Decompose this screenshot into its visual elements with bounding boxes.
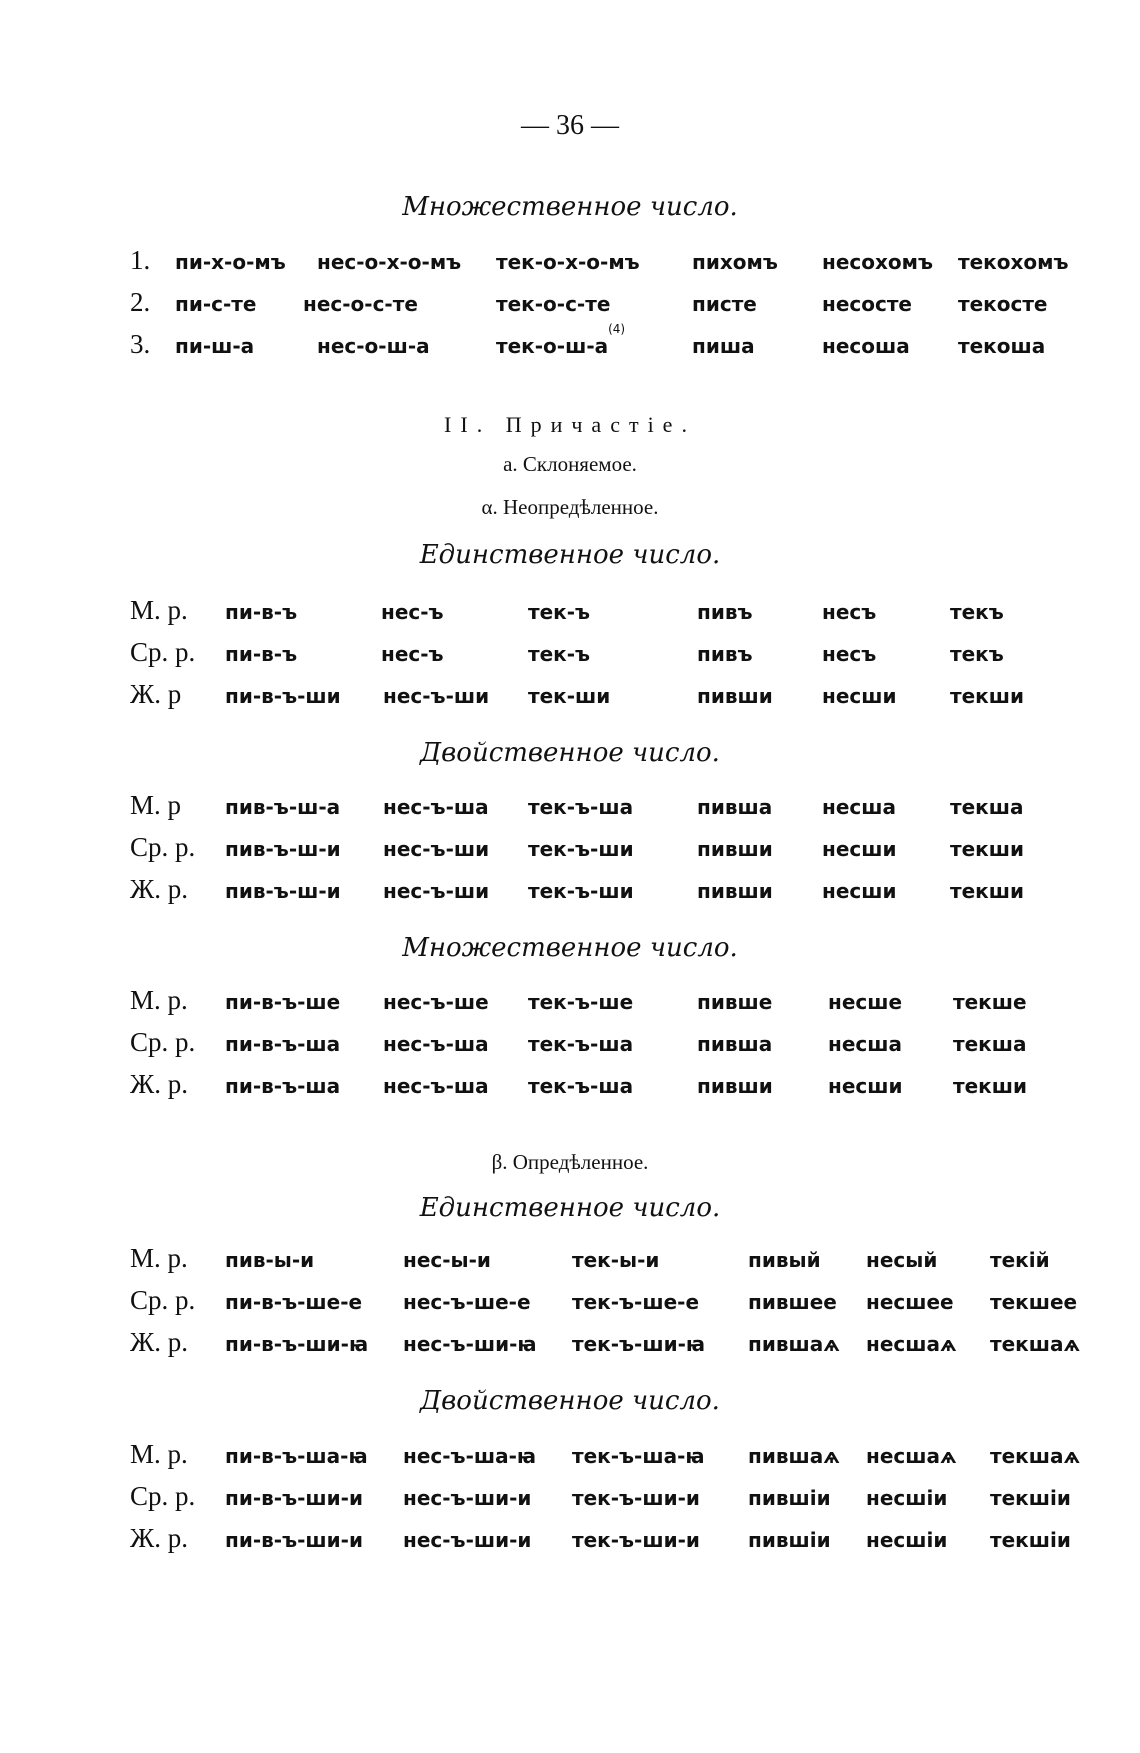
table-cell: [496, 322, 626, 358]
table-cell: нес-о-х-о-мъ: [317, 250, 462, 274]
table-cell: текшіи: [990, 1528, 1071, 1552]
row-label: Ж. р.: [130, 874, 188, 904]
table-cell: писте: [692, 292, 757, 316]
indef-singular-heading: Единственное число.: [419, 540, 721, 570]
table-row: [0, 790, 1140, 837]
table-cell: текшіи: [990, 1486, 1071, 1510]
table-cell: тек-ъ-ша: [528, 1032, 634, 1056]
table-cell: нес-ъ-ша: [383, 1074, 489, 1098]
table-cell: несши: [828, 1074, 903, 1098]
table-cell: пивши: [697, 1074, 773, 1098]
table-cell: текосте: [958, 292, 1048, 316]
table-cell: текши: [950, 684, 1024, 708]
table-cell: пи-в-ъ-ши-и: [225, 1486, 363, 1510]
table-cell: текши: [953, 1074, 1027, 1098]
table-cell: нес-о-ш-а: [317, 334, 430, 358]
table-cell: несъ: [822, 642, 877, 666]
table-cell: несохомъ: [822, 250, 933, 274]
table-cell: нес-ъ-ша: [383, 795, 489, 819]
table-cell: текшее: [990, 1290, 1078, 1314]
table-cell: пившіи: [748, 1486, 831, 1510]
table-cell: пив-ы-и: [225, 1248, 315, 1272]
table-cell: несшіи: [866, 1486, 948, 1510]
row-label: М. р.: [130, 985, 188, 1015]
table-row: [0, 1523, 1140, 1570]
footnote-marker: (4): [608, 322, 626, 336]
table-cell: тек-ъ-ше-е: [572, 1290, 700, 1314]
table-cell: несша: [822, 795, 896, 819]
table-row: [0, 1027, 1140, 1074]
table-cell: несоша: [822, 334, 910, 358]
subsection-title: а. Склоняемое.: [503, 452, 637, 476]
def-dual-table: [0, 1439, 1140, 1570]
table-cell: текоша: [958, 334, 1046, 358]
table-cell: пи-в-ъ-ши: [225, 684, 341, 708]
table-cell: тек-ъ: [528, 642, 591, 666]
table-cell: пи-в-ъ-ше-е: [225, 1290, 363, 1314]
def-singular-heading: Единственное число.: [419, 1193, 721, 1223]
table-cell: тек-ъ-ши: [528, 879, 634, 903]
table-cell: несосте: [822, 292, 912, 316]
row-label: Ж. р.: [130, 1523, 188, 1553]
table-cell: текій: [990, 1248, 1050, 1272]
table-cell: тек-о-с-те: [496, 292, 611, 316]
table-cell: текъ: [950, 642, 1004, 666]
table-row: [0, 322, 1140, 376]
table-cell: пи-в-ъ: [225, 600, 298, 624]
table-cell: несши: [822, 879, 897, 903]
table-cell: несшее: [866, 1290, 954, 1314]
page-number: — 36 —: [521, 110, 619, 141]
table-cell: пи-в-ъ-ша-ꙗ: [225, 1444, 368, 1468]
row-label: Ср. р.: [130, 637, 196, 667]
table-cell: нес-ъ-ши-и: [403, 1486, 532, 1510]
row-label: Ж. р.: [130, 1327, 188, 1357]
table-cell: пивъ: [697, 642, 753, 666]
row-label: Ж. р.: [130, 1069, 188, 1099]
table-cell: несша: [828, 1032, 902, 1056]
table-cell: пи-в-ъ-ша: [225, 1074, 341, 1098]
row-label: Ср. р.: [130, 832, 196, 862]
subsection-title: α. Неопредѣленное.: [481, 495, 659, 519]
row-label: Ср. р.: [130, 1027, 196, 1057]
table-cell: пиша: [692, 334, 755, 358]
indef-dual-table: [0, 790, 1140, 921]
table-cell: пив-ъ-ш-и: [225, 879, 341, 903]
table-cell: пившаѧ: [748, 1332, 840, 1356]
table-cell: текша: [950, 795, 1024, 819]
table-cell: пи-в-ъ-ше: [225, 990, 341, 1014]
table-cell: текше: [953, 990, 1027, 1014]
row-label: Ж. р: [130, 679, 182, 709]
indef-singular-table: [0, 595, 1140, 726]
table-cell: несши: [822, 837, 897, 861]
table-cell: текши: [950, 879, 1024, 903]
table-cell: пи-в-ъ-ша: [225, 1032, 341, 1056]
row-label: Ср. р.: [130, 1481, 196, 1511]
table-cell: тек-ъ-ша-ꙗ: [572, 1444, 705, 1468]
row-label: 3.: [130, 329, 151, 359]
aorist-plural-table: [0, 245, 1140, 376]
table-cell: тек-о-х-о-мъ: [496, 250, 640, 274]
table-cell: нес-ъ-ша-ꙗ: [403, 1444, 537, 1468]
table-cell: пи-х-о-мъ: [175, 250, 286, 274]
table-cell: тек-ъ-ша: [528, 1074, 634, 1098]
table-cell: текшаѧ: [990, 1332, 1081, 1356]
table-row: [0, 1481, 1140, 1528]
table-cell: нес-ъ-ши: [383, 837, 490, 861]
row-label: 1.: [130, 245, 151, 275]
indef-plural-heading: Множественное число.: [402, 933, 738, 963]
table-cell: тек-ъ-ши: [528, 837, 634, 861]
row-label: Ср. р.: [130, 1285, 196, 1315]
indef-dual-heading: Двойственное число.: [420, 738, 720, 768]
table-cell: несшаѧ: [866, 1332, 957, 1356]
table-cell: текша: [953, 1032, 1027, 1056]
table-cell: тек-ъ-ши-ꙗ: [572, 1332, 706, 1356]
table-row: [0, 595, 1140, 642]
table-cell: нес-ъ-ши-и: [403, 1528, 532, 1552]
table-row: [0, 679, 1140, 726]
table-row: [0, 245, 1140, 292]
table-cell: пившее: [748, 1290, 837, 1314]
table-cell: тек-ши: [528, 684, 611, 708]
table-cell: пивый: [748, 1248, 821, 1272]
table-cell: пи-с-те: [175, 292, 257, 316]
section-title: II. Причастіе.: [444, 412, 696, 437]
table-row: [0, 1069, 1140, 1116]
row-label: 2.: [130, 287, 151, 317]
table-cell: пивше: [697, 990, 773, 1014]
table-cell: пи-в-ъ-ши-ꙗ: [225, 1332, 369, 1356]
table-cell: пи-в-ъ: [225, 642, 298, 666]
table-cell: несшаѧ: [866, 1444, 957, 1468]
table-cell: пившаѧ: [748, 1444, 840, 1468]
table-cell: нес-ъ-ши: [383, 879, 490, 903]
table-cell: нес-о-с-те: [303, 292, 418, 316]
table-cell: тек-ъ-ша: [528, 795, 634, 819]
table-cell: текши: [950, 837, 1024, 861]
table-cell: нес-ъ: [381, 642, 444, 666]
table-cell: пивша: [697, 795, 773, 819]
aorist-plural-heading: Множественное число.: [402, 192, 738, 222]
table-row: [0, 832, 1140, 879]
table-cell: текъ: [950, 600, 1004, 624]
table-cell: нес-ы-и: [403, 1248, 491, 1272]
table-cell: несши: [822, 684, 897, 708]
table-cell: пивши: [697, 879, 773, 903]
table-cell: тек-ъ-ше: [528, 990, 634, 1014]
table-cell: текохомъ: [958, 250, 1069, 274]
table-cell: пившіи: [748, 1528, 831, 1552]
table-cell: нес-ъ-ша: [383, 1032, 489, 1056]
table-cell: тек-ъ-ши-и: [572, 1486, 700, 1510]
table-cell: нес-ъ: [381, 600, 444, 624]
table-row: [0, 874, 1140, 921]
table-cell: нес-ъ-ши: [383, 684, 490, 708]
table-cell: несшіи: [866, 1528, 948, 1552]
cell-text: тек-о-ш-а: [496, 334, 609, 358]
table-cell: нес-ъ-ше-е: [403, 1290, 531, 1314]
table-cell: текшаѧ: [990, 1444, 1081, 1468]
table-cell: тек-ы-и: [572, 1248, 660, 1272]
table-cell: тек-ъ-ши-и: [572, 1528, 700, 1552]
row-label: М. р.: [130, 1243, 188, 1273]
table-cell: тек-ъ: [528, 600, 591, 624]
table-cell: пивши: [697, 684, 773, 708]
table-cell: пивши: [697, 837, 773, 861]
table-cell: пихомъ: [692, 250, 778, 274]
table-cell: пивъ: [697, 600, 753, 624]
table-row: [0, 1243, 1140, 1290]
row-label: М. р.: [130, 1439, 188, 1469]
table-row: [0, 1327, 1140, 1374]
table-row: [0, 1285, 1140, 1332]
row-label: М. р: [130, 790, 182, 820]
table-cell: несше: [828, 990, 903, 1014]
table-cell: пи-ш-а: [175, 334, 255, 358]
def-singular-table: [0, 1243, 1140, 1374]
table-cell: несъ: [822, 600, 877, 624]
table-cell: нес-ъ-ше: [383, 990, 489, 1014]
def-dual-heading: Двойственное число.: [420, 1386, 720, 1416]
table-cell: пив-ъ-ш-и: [225, 837, 341, 861]
table-cell: несый: [866, 1248, 938, 1272]
table-cell: пивша: [697, 1032, 773, 1056]
table-row: [0, 287, 1140, 334]
table-cell: пив-ъ-ш-а: [225, 795, 341, 819]
indef-plural-table: [0, 985, 1140, 1116]
subsection-title: β. Опредѣленное.: [491, 1150, 649, 1174]
table-row: [0, 985, 1140, 1032]
table-cell: нес-ъ-ши-ꙗ: [403, 1332, 537, 1356]
row-label: М. р.: [130, 595, 188, 625]
table-row: [0, 1439, 1140, 1486]
table-row: [0, 637, 1140, 684]
table-cell: пи-в-ъ-ши-и: [225, 1528, 363, 1552]
